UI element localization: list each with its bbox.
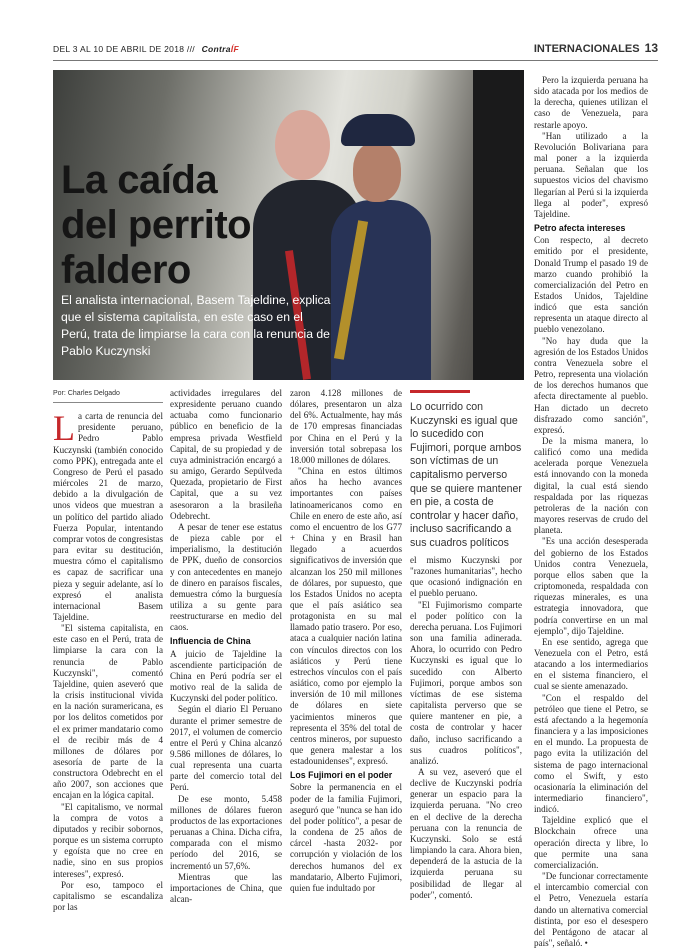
paragraph: Sobre la permanencia en el poder de la familia Fujimori, aseguró que "nunca se han ido del poder político", a pesar de la condena de 25 años de cárcel -hasta 2032- por corrupción y violación de los derechos humanos del ex mandatario, Alberto Fujimori, quien fue indultado por: [290, 782, 402, 893]
issue-date: [53, 44, 239, 54]
paragraph: A juicio de Tajeldine la ascendiente participación de China en Perú podría ser el motivo real de la salida de Kuczynski del poder político.: [170, 648, 282, 704]
paragraph: "Es una acción desesperada del gobierno de los Estados Unidos contra Venezuela, porque ellos saben que la criptomoneda, respaldada con riquezas minerales, es una estrategia innovadora, que podría convertirse en un mal ejemplo", dijo Tajeldine.: [534, 536, 648, 636]
paragraph: Mientras que las importaciones de China, que alcan-: [170, 871, 282, 905]
brand-logo: [202, 44, 239, 54]
section-label: [534, 41, 658, 55]
pull-quote: [410, 390, 522, 551]
paragraph: "No hay duda que la agresión de los Estados Unidos contra Venezuela sobre el Petro, representa una violación de los derechos humanos que afecta directamente al pueblo. Han dictado un decreto disfrazado como sanción", expresó.: [534, 335, 648, 435]
pull-quote-text: Lo ocurrido con Kuczynski es igual que lo sucedido con Fujimori, porque ambos son víctimas de un capitalismo perverso que se quiere mantener en pie, a costa de controlar y hacer daño, incluso sacrificando a sus cuadros políticos: [410, 401, 522, 549]
drop-cap: L: [53, 408, 75, 449]
lead-photo: [53, 70, 524, 380]
pull-quote-accent-bar: [410, 390, 470, 393]
paragraph: el mismo Kuczynski por "razones humanitarias", hecho que ocasionó indignación en el pueblo peruano.: [410, 555, 522, 599]
paragraph: Con respecto, al decreto emitido por el presidente, Donald Trump el pasado 19 de marzo cuando prohibió la comercialización del Petro en Estados Unidos, Tajeldine indicó que esta sanción representa un ataque directo al pueblo venezolano.: [534, 235, 648, 335]
issue-date-text: DEL 3 AL 10 DE ABRIL DE 2018 ///: [53, 44, 195, 54]
article-title: La caída del perrito faldero: [61, 158, 252, 292]
brand-main: Contra: [201, 44, 231, 54]
paragraph: "El capitalismo, ve normal la compra de votos a diputados y recibir sobornos, porque es un sistema corrupto y egoísta que no cree en nadie, sino en sus propios intereses", expresó.: [53, 801, 163, 879]
column-4: [410, 555, 522, 901]
paragraph: actividades irregulares del expresidente peruano cuando actuaba como funcionario público en beneficio de la empresa privada Westfield Capital, de su propiedad y de cuya administración encargó a su amigo, Gerardo Sepúlveda Quezada, propietario de First Capital, que a su vez asesoraron a la brasileña Odebrecht.: [170, 388, 282, 521]
paragraph: "Con el respaldo del petróleo que tiene el Petro, se está afectando a la hegemonía financiera y a las imposiciones en el mundo. La propuesta de pago evita la utilización del sistema de pago internacional como el Swift, y esto ocasionaría la eliminación del intermediario financiero", indicó.: [534, 692, 648, 815]
paragraph: Por eso, tampoco el capitalismo se escandaliza por las: [53, 879, 163, 913]
paragraph: "China en estos últimos años ha hecho avances importantes con países latinoamericanos como en Chile en enero de este año, así como el encuentro de los G77 + China y en Brasil han llegado a acuerdos significativos de inversión que alcanzan los 250 mil millones de dólares, por supuesto, que los Estados Unidos no acepta que el país asiático sea protagonista en su mal llamado patio trasero. Por eso, ataca a cualquier nación latina con vínculos directos con los asiáticos y Perú tiene estrechos vínculos con el país asiático, como por ejemplo la inversión de 10 mil millones de dólares en siete yacimientos mineros que representa el 35% del total de centros mineros, por supuesto que genera malestar a los estadounidenses", expresó.: [290, 466, 402, 767]
subheading-china: Influencia de China: [170, 636, 251, 647]
paragraph: Tajeldine explicó que el Blockchain ofrece una operación directa y libre, lo que permite una sana comercialización.: [534, 815, 648, 870]
subheading-petro: Petro afecta intereses: [534, 223, 626, 234]
paragraph: a carta de renuncia del presidente peruano, Pedro Pablo Kuczynski (también conocido como PPK), entregada ante el Congreso de Perú el pasado miércoles 21 de marzo, debido a la divulgación de unos videos que muestran a un político del partido aliado Fuerza Popular, intentando comprar votos de congresistas para evitar su destitución, muestra cómo el capitalismo es capaz de sacrificar una pieza y seguir adelante, así lo expresó el analista internacional Basem Tajeldine.: [53, 411, 163, 622]
paragraph: "Han utilizado a la Revolución Bolivariana para mal poner a la izquierda peruana. Señalan que los supuestos vicios del chavismo llegarían al Perú si la izquierda llega al poder", expresó Tajeldine.: [534, 130, 648, 219]
column-1: [53, 388, 163, 913]
article-deck: El analista internacional, Basem Tajeldine, explica que el sistema capitalista, en este caso en el Perú, trata de limpiarse la cara con la renuncia de Pablo Kuczynski: [61, 293, 331, 358]
photo-head-officer: [353, 142, 401, 202]
paragraph: "El sistema capitalista, en este caso en el Perú, trata de limpiarse la cara con la renuncia de Pablo Kuczynski", comentó Tajeldine, quien aseveró que la crisis institucional vivida en la nación suramericana, es por los delitos cometidos por el ex primer mandatario como el de recibir más de 4 millones de dólares por asesoría de parte de la constructora Odebrecht en el año 2007, son acciones que encajan en la lógica capital.: [53, 623, 163, 801]
paragraph: De la misma manera, lo calificó como una medida acelerada porque Venezuela está innovando con la moneda digital, la cual está siendo respaldada por las riquezas petroleras de la nación con mayores reservas de crudo del planeta.: [534, 436, 648, 536]
subheading-fujimori: Los Fujimori en el poder: [290, 770, 393, 781]
byline-divider: [53, 402, 163, 403]
section-name: INTERNACIONALES: [533, 43, 640, 55]
paragraph: zaron 4.128 millones de dólares, presentaron un alza del 6%. Actualmente, hay más de 170 empresas financiadas por China en el Perú y la inversión total sobrepasa los 18.000 millones de dólares.: [290, 388, 402, 465]
page-header: [53, 41, 658, 57]
photo-head-president: [275, 110, 330, 180]
paragraph: Según el diario El Peruano durante el primer semestre de 2017, el volumen de comercio entre el Perú y China alcanzó 9.586 millones de dólares, lo cual representa una cuarta parte del comercio total del Perú.: [170, 704, 282, 793]
header-divider: [53, 60, 658, 61]
paragraph: En ese sentido, agrega que Venezuela con el Petro, está atacando a los intermediarios en el sistema financiero, el cual se siente amenazado.: [534, 636, 648, 692]
byline: Por: Charles Delgado: [53, 390, 120, 397]
column-5: [534, 75, 648, 949]
paragraph: A pesar de tener ese estatus de pieza cable por el imperialismo, la destitución de PPK, dueño de consorcios y con antecedentes en manejo de dinero en paraísos fiscales, demuestra cómo la burguesía utiliza a su gente para reestructurarse en medio del caos.: [170, 521, 282, 633]
photo-officer-cap: [341, 114, 415, 146]
paragraph: De ese monto, 5.458 millones de dólares fueron productos de las exportaciones peruanas a China. Dicha cifra, comparada con el mismo período del 2016, se incrementó un 57,6%.: [170, 793, 282, 871]
column-2: [170, 388, 282, 905]
paragraph: A su vez, aseveró que el declive de Kuczynski podría generar un espacio para la izquierda peruana. "No creo en el declive de la derecha peruana con la renuncia de Kuczynski. Solo se está limpiando la cara. Ahora bien, dependerá de la astucia de la izquierda peruana su posibilidad de llegar al poder", comentó.: [410, 766, 522, 900]
brand-accent: ÍF: [230, 44, 239, 54]
paragraph: "De funcionar correctamente el intercambio comercial con el Petro, Venezuela estaría dando un alternativa comercial distinta, por eso el desespero del Pentágono de atacar al país", señaló. •: [534, 871, 648, 949]
photo-background-figure: [473, 70, 524, 380]
column-3: [290, 388, 402, 894]
paragraph: "El Fujimorismo comparte el poder político con la derecha peruana. Los Fujimori son una familia adinerada. Ahora, lo ocurrido con Pedro Kuczynski es igual que lo sucedido con Alberto Fujimori, porque ambos son víctimas de ese sistema capitalista perverso que se quiere mantener en pie, a costa de controlar y hacer daño, incluso sacrificando a sus cuadros políticos", analizó.: [410, 599, 522, 766]
page-number: 13: [644, 41, 658, 55]
paragraph: Pero la izquierda peruana ha sido atacada por los medios de la derecha, quienes utilizan el caso de Venezuela, para restarle apoyo.: [534, 75, 648, 130]
